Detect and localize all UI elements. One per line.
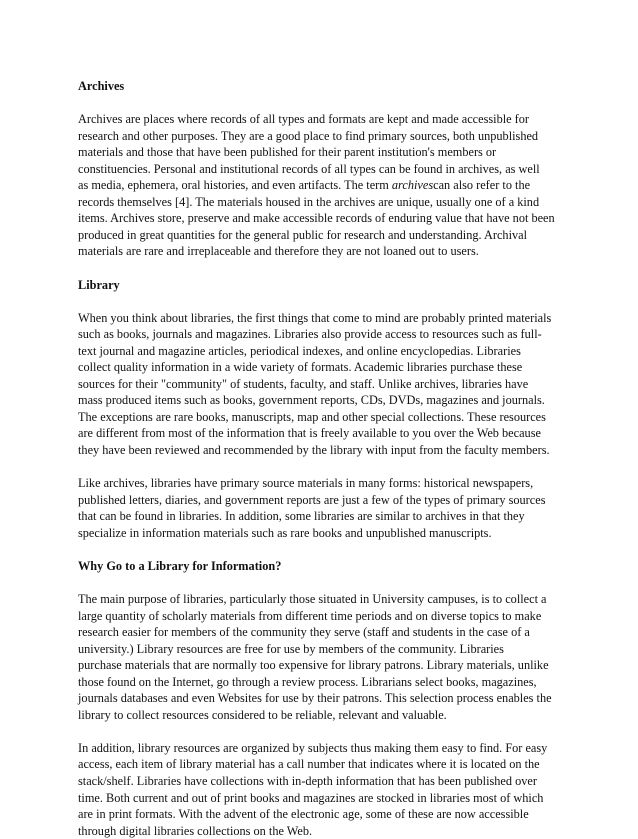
text-line: When you think about libraries, the first things that come to mind are probably printed materials xyxy=(78,310,552,325)
text-line: stack/shelf. Libraries have collections with in-depth information that has been published over xyxy=(78,773,537,788)
heading-why-library: Why Go to a Library for Information? xyxy=(78,558,282,573)
text-line: materials are rare and irreplaceable and therefore they are not loaned out to users. xyxy=(78,244,479,259)
text-line: research easier for members of the community they serve (staff and students in the case of a xyxy=(78,625,530,640)
paragraph-why-1 xyxy=(78,591,566,723)
text-line: specialize in information materials such as rare books and unpublished manuscripts. xyxy=(78,525,492,540)
text-line: access, each item of library material has a call number that indicates where it is located on the xyxy=(78,757,540,772)
text-line: published letters, diaries, and government reports are just a few of the types of primary sources xyxy=(78,492,546,507)
text-line: Archives are places where records of all types and formats are kept and made accessible for xyxy=(78,112,530,127)
text-line: are in print formats. With the advent of the electronic age, some of these are now accessible xyxy=(78,807,529,822)
text-line xyxy=(78,177,566,194)
heading-library: Library xyxy=(78,277,120,292)
paragraph-why-2 xyxy=(78,740,566,839)
document-page xyxy=(78,78,566,839)
text-line: those found on the Internet, go through a review process. Librarians select books, magazines, xyxy=(78,674,537,689)
text-segment: as media, ephemera, oral histories, and even artifacts. The term xyxy=(78,178,392,193)
paragraph-library-2 xyxy=(78,475,566,541)
text-line: they have been reviewed and recommended by the library with input from the faculty members. xyxy=(78,443,550,458)
text-line: through digital libraries collections on the Web. xyxy=(78,823,313,838)
text-line: mass produced items such as books, government reports, CDs, DVDs, magazines and journals. xyxy=(78,393,545,408)
italic-term: archives xyxy=(391,178,434,193)
paragraph-archives xyxy=(78,111,566,260)
text-line: research and other purposes. They are a good place to find primary sources, both unpublished xyxy=(78,128,539,143)
text-line: library to collect resources considered to be reliable, relevant and valuable. xyxy=(78,707,447,722)
heading-archives: Archives xyxy=(78,79,125,93)
text-line: large quantity of scholarly materials from different time periods and on diverse topics to make xyxy=(78,608,542,623)
text-line: Like archives, libraries have primary source materials in many forms: historical newspapers, xyxy=(78,476,534,491)
text-line: constituencies. Personal and institutional records of all types can be found in archives, as well xyxy=(78,161,540,176)
text-line: produced in great quantities for the general public for research and understanding. Archival xyxy=(78,227,528,242)
text-line: that can be found in libraries. In addition, some libraries are similar to archives in that they xyxy=(78,509,525,524)
text-line: purchase materials that are normally too expensive for library patrons. Library materials, unlike xyxy=(78,658,549,673)
text-line: text journal and magazine articles, periodical indexes, and online encyclopedias. Libraries xyxy=(78,343,521,358)
text-line: are different from most of the information that is freely available to you over the Web because xyxy=(78,426,541,441)
text-line: The exceptions are rare books, manuscripts, map and other special collections. These resources xyxy=(78,409,546,424)
text-line: collect quality information in a wide variety of formats. Academic libraries purchase these xyxy=(78,360,523,375)
text-line: sources for their "community" of students, faculty, and staff. Unlike archives, libraries have xyxy=(78,376,529,391)
text-line: records themselves [4]. The materials housed in the archives are unique, usually one of a kind xyxy=(78,194,540,209)
text-line: time. Both current and out of print books and magazines are stocked in libraries most of which xyxy=(78,790,544,805)
text-line: such as books, journals and magazines. Libraries also provide access to resources such as full- xyxy=(78,327,542,342)
paragraph-library-1 xyxy=(78,310,566,459)
text-line: materials and those that have been published for their parent institution's members or xyxy=(78,145,497,160)
text-line: university.) Library resources are free for use by members of the community. Libraries xyxy=(78,641,504,656)
text-line: items. Archives store, preserve and make accessible records of enduring value that have not been xyxy=(78,211,555,226)
text-line: The main purpose of libraries, particularly those situated in University campuses, is to collect a xyxy=(78,591,547,606)
text-line: In addition, library resources are organized by subjects thus making them easy to find. For easy xyxy=(78,740,548,755)
text-segment: can also refer to the xyxy=(433,178,531,193)
text-line: journals databases and even Websites for use by their patrons. This selection process enables the xyxy=(78,691,552,706)
